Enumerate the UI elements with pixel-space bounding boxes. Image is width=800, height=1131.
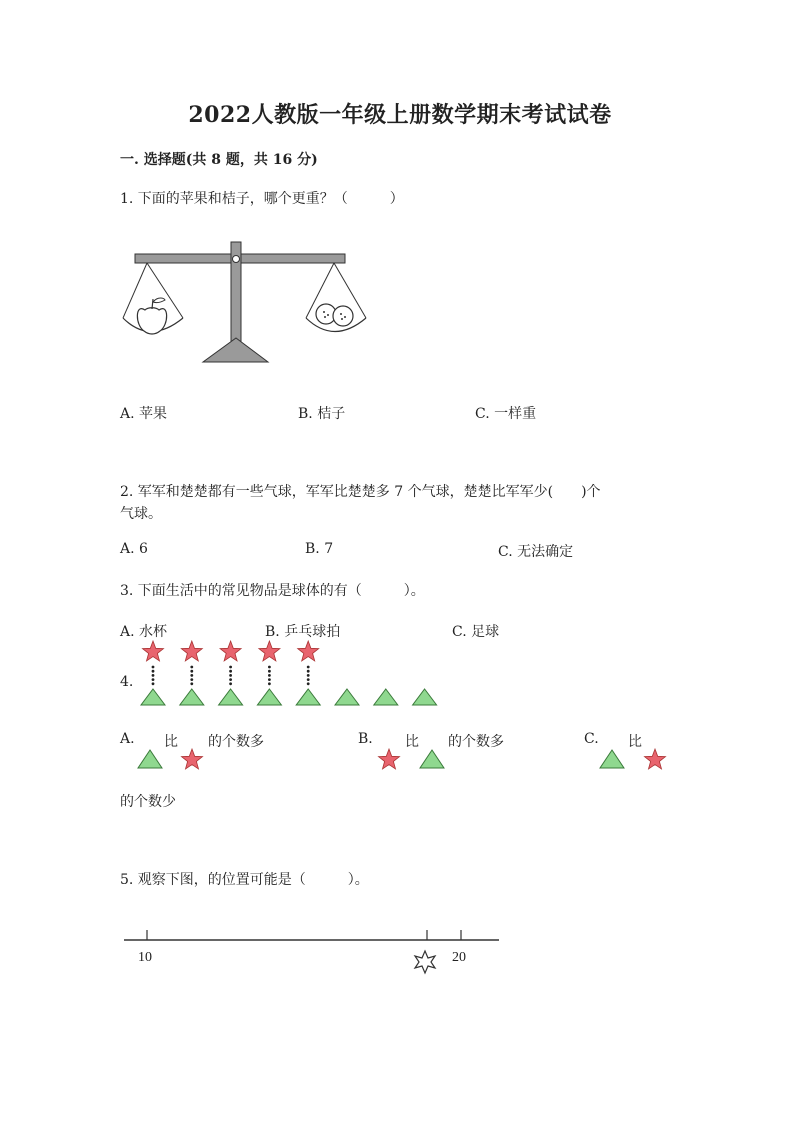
q2-option-a[interactable]: A. 6 — [120, 541, 148, 557]
q3-option-c[interactable]: C. 足球 — [452, 624, 500, 640]
q4-option-c-letter[interactable]: C. — [584, 731, 599, 747]
tick-label-10: 10 — [138, 950, 152, 965]
q3-option-b[interactable]: B. 乒乓球拍 — [265, 624, 341, 640]
question-2-text-cont: 气球。 — [120, 506, 162, 522]
question-3-text: 3. 下面生活中的常见物品是球体的有（ ）。 — [120, 583, 425, 599]
q4-option-a-compare: 比 — [164, 734, 178, 750]
q2-option-b[interactable]: B. 7 — [305, 541, 334, 557]
q4-option-a-letter[interactable]: A. — [120, 731, 135, 747]
q4-option-b-letter[interactable]: B. — [358, 731, 373, 747]
q4-option-b-tail: 的个数多 — [448, 734, 504, 750]
tick-label-20: 20 — [452, 950, 466, 965]
q3-option-a[interactable]: A. 水杯 — [120, 624, 168, 640]
q4-option-c-tail: 的个数少 — [120, 794, 176, 810]
q1-option-b[interactable]: B. 桔子 — [298, 406, 346, 422]
q2-option-c[interactable]: C. 无法确定 — [498, 544, 574, 560]
question-5-text: 5. 观察下图，的位置可能是（ ）。 — [120, 872, 369, 888]
question-4-number: 4. — [120, 674, 134, 690]
question-1-text: 1. 下面的苹果和桔子，哪个更重？（ ） — [120, 191, 404, 207]
q4-option-b-compare: 比 — [405, 734, 419, 750]
q4-option-a-tail: 的个数多 — [208, 734, 264, 750]
page-title: 2022人教版一年级上册数学期末考试试卷 — [188, 102, 612, 128]
section-heading: 一. 选择题(共 8 题，共 16 分) — [120, 152, 318, 168]
q1-option-a[interactable]: A. 苹果 — [120, 406, 168, 422]
q1-option-c[interactable]: C. 一样重 — [475, 406, 537, 422]
question-2-text: 2. 军军和楚楚都有一些气球，军军比楚楚多 7 个气球，楚楚比军军少( )个 — [120, 484, 601, 500]
q4-option-c-compare: 比 — [628, 734, 642, 750]
sun-icon — [415, 951, 435, 973]
